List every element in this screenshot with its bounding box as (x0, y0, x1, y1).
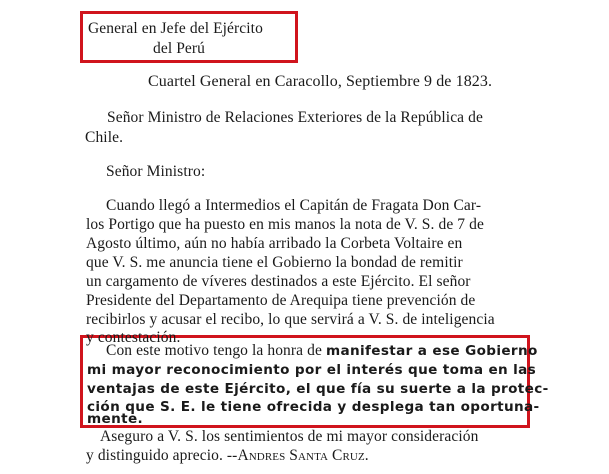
signature: Andres Santa Cruz. (237, 447, 369, 464)
paragraph2-bold-line: mi mayor reconocimiento por el interés que toma en las (87, 362, 537, 378)
addressee-line-2: Chile. (85, 129, 124, 146)
paragraph1-line: Agosto último, aún no había arribado la Corbeta Voltaire en (86, 235, 463, 252)
paragraph1-line: Cuando llegó a Intermedios el Capitán de Fragata Don Car- (106, 197, 482, 214)
dateline: Cuartel General en Caracollo, Septiembre 9 de 1823. (148, 73, 493, 90)
paragraph2-lead: Con este motivo tengo la honra de (106, 342, 326, 359)
paragraph2-bold-line: mente. (87, 411, 144, 427)
salutation: Señor Ministro: (106, 163, 206, 180)
paragraph1-line: recibirlos y acusar el recibo, lo que servirá a V. S. de inteligencia (86, 311, 495, 328)
paragraph1-line: Presidente del Departamento de Arequipa tiene prevención de (86, 292, 476, 309)
paragraph1-line: los Portigo que ha puesto en mis manos la nota de V. S. de 7 de (86, 216, 484, 233)
paragraph2-bold-line: ción que S. E. le tiene ofrecida y desplega tan oportuna- (87, 399, 540, 415)
addressee-line-1: Señor Ministro de Relaciones Exteriores de la República de (107, 109, 483, 126)
paragraph1-line: un cargamento de víveres destinados a este Ejército. El señor (86, 273, 471, 290)
paragraph1-line: y contestación. (86, 329, 181, 346)
paragraph2-bold-line: ventajas de este Ejército, el que fía su suerte a la protec- (87, 381, 549, 397)
paragraph3-line-2 (86, 447, 369, 465)
paragraph2-line-1 (106, 342, 538, 360)
paragraph3-closing: y distinguido aprecio. -- (86, 447, 238, 464)
heading-line-2: del Perú (153, 40, 206, 57)
paragraph2-bold-start: manifestar a ese Gobierno (325, 343, 538, 359)
heading-line-1: General en Jefe del Ejército (88, 20, 263, 37)
paragraph1-line: que V. S. me anuncia tiene el Gobierno la bondad de remitir (86, 254, 463, 271)
paragraph3-line-1: Aseguro a V. S. los sentimientos de mi mayor consideración (100, 428, 479, 445)
